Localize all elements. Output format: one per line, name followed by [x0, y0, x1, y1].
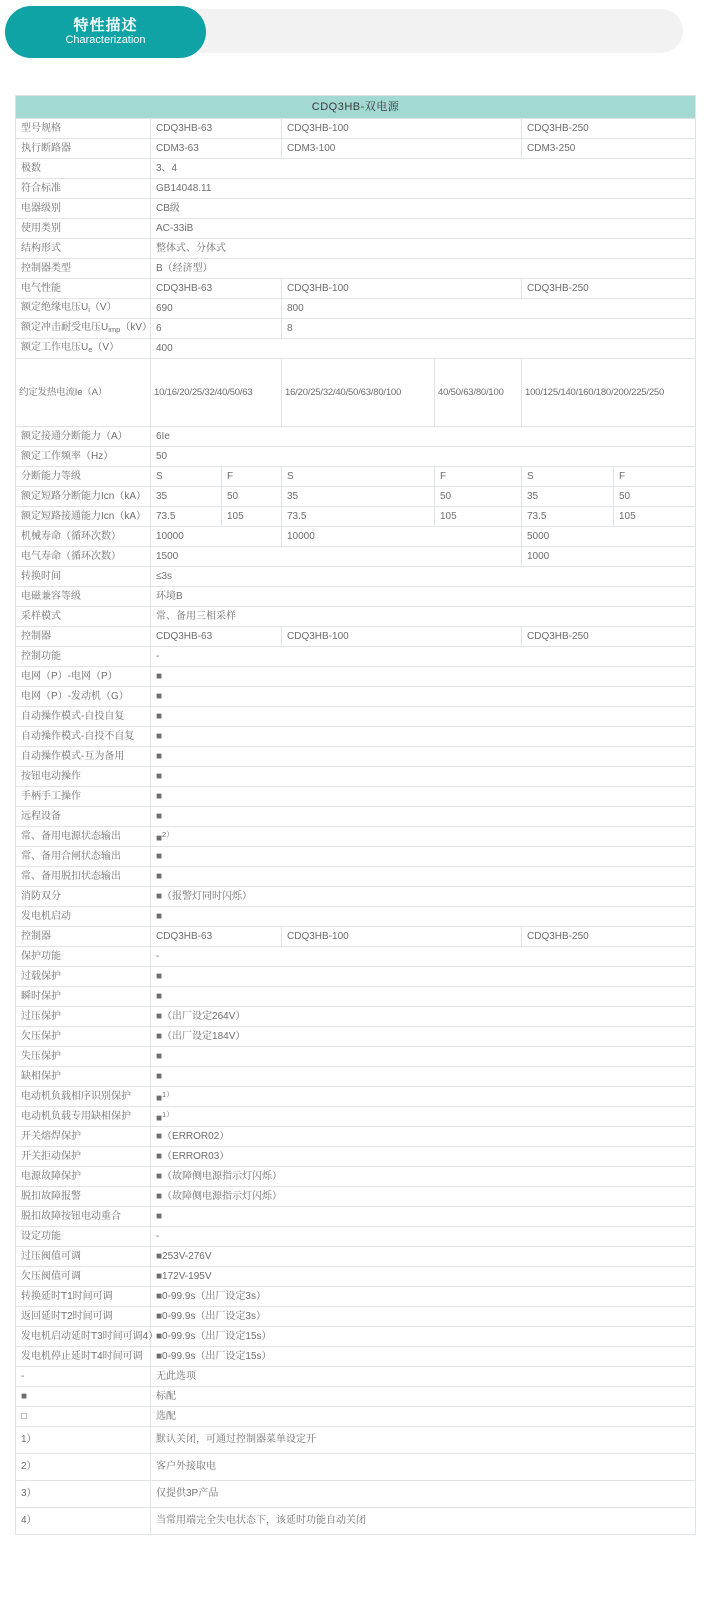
table-row [16, 339, 696, 359]
row-label-cell: 过压阀值可调 [16, 1247, 151, 1267]
row-label-cell: 机械寿命（循环次数） [16, 527, 151, 547]
table-cell: 整体式、分体式 [151, 239, 696, 259]
badge-title: 特性描述 [73, 17, 138, 34]
row-label-cell: 常、备用脱扣状态输出 [16, 867, 151, 887]
table-cell: 400 [151, 339, 696, 359]
row-label-cell: 过载保护 [16, 967, 151, 987]
table-row [16, 467, 696, 487]
row-label-cell: 返回延时T2时间可调 [16, 1307, 151, 1327]
table-cell: 无此选项 [151, 1367, 696, 1387]
row-label-cell: 欠压阀值可调 [16, 1267, 151, 1287]
page-root [0, 5, 709, 1605]
row-label-cell: 额定工作电压$U_e(V)$ [16, 339, 151, 359]
table-cell: 环境B [151, 587, 696, 607]
table-cell: ■ [151, 1207, 696, 1227]
table-row [16, 119, 696, 139]
table-cell: ■ [151, 667, 696, 687]
row-label-cell: 发电机启动 [16, 907, 151, 927]
row-label-cell: 转换延时T1时间可调 [16, 1287, 151, 1307]
table-cell: 105 [222, 507, 282, 527]
row-label-cell: 控制器 [16, 927, 151, 947]
table-row [16, 827, 696, 847]
table-cell: 40/50/63/80/100 [435, 359, 522, 427]
table-cell: 16/20/25/32/40/50/63/80/100 [282, 359, 435, 427]
table-row [16, 447, 696, 467]
table-cell: CDQ3HB-100 [282, 119, 522, 139]
table-row [16, 1454, 696, 1481]
row-label-cell: 控制功能 [16, 647, 151, 667]
row-label-cell: 瞬时保护 [16, 987, 151, 1007]
table-cell: AC-33iB [151, 219, 696, 239]
table-row [16, 547, 696, 567]
table-cell: 690 [151, 299, 282, 319]
table-row [16, 1387, 696, 1407]
table-header: CDQ3HB-双电源 [16, 96, 696, 119]
row-label-cell: 自动操作模式-自投不自复 [16, 727, 151, 747]
table-row [16, 947, 696, 967]
row-label-cell: 电气性能 [16, 279, 151, 299]
row-label-cell: 设定功能 [16, 1227, 151, 1247]
row-label-cell: 转换时间 [16, 567, 151, 587]
table-row [16, 647, 696, 667]
row-label-cell: 发电机启动延时T3时间可调4） [16, 1327, 151, 1347]
table-row [16, 1007, 696, 1027]
table-cell: ■（ERROR03） [151, 1147, 696, 1167]
table-cell: ■ [151, 867, 696, 887]
table-cell: 3、4 [151, 159, 696, 179]
table-cell: GB14048.11 [151, 179, 696, 199]
table-row [16, 1087, 696, 1107]
table-cell: ■（故障侧电源指示灯闪烁） [151, 1187, 696, 1207]
table-cell: ■ [151, 967, 696, 987]
row-label-cell: 采样模式 [16, 607, 151, 627]
table-cell: B（经济型） [151, 259, 696, 279]
table-row [16, 1047, 696, 1067]
table-row [16, 607, 696, 627]
row-label-cell: 额定短路接通能力Icn（kA） [16, 507, 151, 527]
table-body [16, 96, 696, 1535]
table-cell: 73.5 [522, 507, 614, 527]
table-cell: 35 [151, 487, 222, 507]
row-label-cell: 额定冲击耐受电压$U_{imp}(kV)$ [16, 319, 151, 339]
table-cell: ■ [151, 707, 696, 727]
table-cell: ■（ERROR02） [151, 1127, 696, 1147]
table-row [16, 1307, 696, 1327]
row-label-cell: 使用类别 [16, 219, 151, 239]
table-row [16, 687, 696, 707]
table-cell: CDQ3HB-63 [151, 119, 282, 139]
table-row [16, 1187, 696, 1207]
table-cell: 选配 [151, 1407, 696, 1427]
row-label-cell: 控制器 [16, 627, 151, 647]
table-row [16, 159, 696, 179]
row-label-cell: 失压保护 [16, 1047, 151, 1067]
row-label-cell: 额定接通分断能力（A） [16, 427, 151, 447]
table-row [16, 787, 696, 807]
table-cell: ■ [151, 807, 696, 827]
table-cell: 客户外接取电 [151, 1454, 696, 1481]
table-cell: ■253V-276V [151, 1247, 696, 1267]
table-row [16, 1287, 696, 1307]
table-row [16, 219, 696, 239]
table-row [16, 527, 696, 547]
table-cell: 50 [614, 487, 696, 507]
table-row [16, 627, 696, 647]
row-label-cell: 执行断路器 [16, 139, 151, 159]
row-label-cell: 电源故障保护 [16, 1167, 151, 1187]
table-cell: ■0-99.9s（出厂设定15s） [151, 1327, 696, 1347]
table-cell: 5000 [522, 527, 696, 547]
table-cell: - [151, 947, 696, 967]
table-cell: ■（故障侧电源指示灯闪烁） [151, 1167, 696, 1187]
table-cell: ■ [151, 847, 696, 867]
table-row [16, 359, 696, 427]
table-row [16, 1367, 696, 1387]
table-row [16, 1207, 696, 1227]
table-cell: ■ [151, 907, 696, 927]
table-cell: CDQ3HB-100 [282, 927, 522, 947]
table-row [16, 199, 696, 219]
row-label-cell: 过压保护 [16, 1007, 151, 1027]
table-row [16, 139, 696, 159]
table-row [16, 847, 696, 867]
row-label-cell: 结构形式 [16, 239, 151, 259]
table-row [16, 507, 696, 527]
row-label-cell: 电器级别 [16, 199, 151, 219]
row-label-cell: 1） [16, 1427, 151, 1454]
table-cell: F [435, 467, 522, 487]
row-label-cell: 消防双分 [16, 887, 151, 907]
table-row [16, 807, 696, 827]
table-cell: S [151, 467, 222, 487]
table-row [16, 1107, 696, 1127]
row-label-cell: 开关熔焊保护 [16, 1127, 151, 1147]
row-label-cell: 开关拒动保护 [16, 1147, 151, 1167]
table-row [16, 299, 696, 319]
row-label-cell: 分断能力等级 [16, 467, 151, 487]
row-label-cell: 远程设备 [16, 807, 151, 827]
table-row [16, 1327, 696, 1347]
table-row [16, 1227, 696, 1247]
table-cell: ■$^{1)}$ [151, 1087, 696, 1107]
row-label-cell: - [16, 1367, 151, 1387]
table-cell: CDQ3HB-250 [522, 627, 696, 647]
table-cell: CDQ3HB-250 [522, 279, 696, 299]
row-label-cell: 脱扣故障报警 [16, 1187, 151, 1207]
table-row [16, 427, 696, 447]
row-label-cell: 型号规格 [16, 119, 151, 139]
table-row [16, 239, 696, 259]
table-row [16, 707, 696, 727]
table-cell: ■ [151, 747, 696, 767]
table-cell: 6Ie [151, 427, 696, 447]
row-label-cell: 电动机负载专用缺相保护 [16, 1107, 151, 1127]
table-row [16, 1027, 696, 1047]
table-row [16, 727, 696, 747]
table-row [16, 279, 696, 299]
row-label-cell: 约定发热电流Ie（A） [16, 359, 151, 427]
table-cell: S [522, 467, 614, 487]
table-row [16, 1247, 696, 1267]
table-cell: ≤3s [151, 567, 696, 587]
table-cell: CDM3-100 [282, 139, 522, 159]
table-cell: 10000 [151, 527, 282, 547]
row-label-cell: 2） [16, 1454, 151, 1481]
table-cell: 105 [435, 507, 522, 527]
table-cell: ■ [151, 1047, 696, 1067]
table-cell: ■0-99.9s（出厂设定3s） [151, 1287, 696, 1307]
table-cell: 标配 [151, 1387, 696, 1407]
table-cell: 35 [282, 487, 435, 507]
spec-table [15, 95, 696, 1535]
table-cell: 默认关闭，可通过控制器菜单设定开 [151, 1427, 696, 1454]
table-cell: 6 [151, 319, 282, 339]
table-row [16, 1407, 696, 1427]
table-cell: ■ [151, 787, 696, 807]
table-row [16, 967, 696, 987]
table-row [16, 587, 696, 607]
table-cell: 当常用端完全失电状态下，该延时功能自动关闭 [151, 1508, 696, 1535]
table-header-row [16, 96, 696, 119]
table-row [16, 1347, 696, 1367]
table-row [16, 1127, 696, 1147]
table-cell: 1000 [522, 547, 696, 567]
row-label-cell: 额定绝缘电压$U_i(V)$ [16, 299, 151, 319]
spec-table-wrap [15, 95, 709, 1535]
table-cell: 800 [282, 299, 696, 319]
table-cell: - [151, 1227, 696, 1247]
table-cell: ■ [151, 1067, 696, 1087]
table-cell: CDQ3HB-63 [151, 927, 282, 947]
table-row [16, 319, 696, 339]
row-label-cell: 控制器类型 [16, 259, 151, 279]
row-label-cell: 按钮电动操作 [16, 767, 151, 787]
row-label-cell: 脱扣故障按钮电动重合 [16, 1207, 151, 1227]
table-row [16, 767, 696, 787]
row-label-cell: 欠压保护 [16, 1027, 151, 1047]
table-cell: CDM3-250 [522, 139, 696, 159]
row-label-cell: 自动操作模式-互为备用 [16, 747, 151, 767]
table-cell: CB级 [151, 199, 696, 219]
table-row [16, 1067, 696, 1087]
row-label-cell: □ [16, 1407, 151, 1427]
table-cell: CDQ3HB-63 [151, 627, 282, 647]
row-label-cell: 符合标准 [16, 179, 151, 199]
table-cell: 35 [522, 487, 614, 507]
table-cell: ■0-99.9s（出厂设定15s） [151, 1347, 696, 1367]
table-cell: 73.5 [282, 507, 435, 527]
table-cell: F [614, 467, 696, 487]
table-cell: 50 [151, 447, 696, 467]
row-label-cell: 电气寿命（循环次数） [16, 547, 151, 567]
section-badge [5, 6, 206, 58]
table-cell: CDQ3HB-100 [282, 627, 522, 647]
row-label-cell: 额定工作频率（Hz） [16, 447, 151, 467]
table-row [16, 487, 696, 507]
row-label-cell: 电动机负载相序识别保护 [16, 1087, 151, 1107]
table-cell: 仅提供3P产品 [151, 1481, 696, 1508]
table-row [16, 179, 696, 199]
table-row [16, 887, 696, 907]
row-label-cell: 电网（P）-发动机（G） [16, 687, 151, 707]
table-cell: CDQ3HB-100 [282, 279, 522, 299]
table-row [16, 567, 696, 587]
table-row [16, 907, 696, 927]
table-row [16, 1481, 696, 1508]
table-cell: ■ [151, 767, 696, 787]
table-cell: CDQ3HB-250 [522, 927, 696, 947]
table-row [16, 1267, 696, 1287]
table-cell: ■$^{2)}$ [151, 827, 696, 847]
table-cell: 50 [435, 487, 522, 507]
table-cell: ■0-99.9s（出厂设定3s） [151, 1307, 696, 1327]
hero-section [0, 5, 709, 62]
table-cell: S [282, 467, 435, 487]
table-cell: ■（出厂设定264V） [151, 1007, 696, 1027]
row-label-cell: 自动操作模式-自投自复 [16, 707, 151, 727]
table-row [16, 927, 696, 947]
table-row [16, 1147, 696, 1167]
row-label-cell: 电磁兼容等级 [16, 587, 151, 607]
badge-subtitle: Characterization [65, 34, 146, 46]
table-cell: 50 [222, 487, 282, 507]
row-label-cell: 常、备用电源状态输出 [16, 827, 151, 847]
table-cell: ■ [151, 687, 696, 707]
table-row [16, 259, 696, 279]
table-cell: ■ [151, 987, 696, 1007]
table-cell: CDM3-63 [151, 139, 282, 159]
table-cell: 73.5 [151, 507, 222, 527]
row-label-cell: 发电机停止延时T4时间可调 [16, 1347, 151, 1367]
table-cell: ■（出厂设定184V） [151, 1027, 696, 1047]
table-row [16, 1167, 696, 1187]
row-label-cell: 常、备用合闸状态输出 [16, 847, 151, 867]
row-label-cell: 3） [16, 1481, 151, 1508]
table-cell: 常、备用三相采样 [151, 607, 696, 627]
row-label-cell: 缺相保护 [16, 1067, 151, 1087]
table-cell: CDQ3HB-63 [151, 279, 282, 299]
table-cell: ■172V-195V [151, 1267, 696, 1287]
row-label-cell: 额定短路分断能力Icn（kA） [16, 487, 151, 507]
row-label-cell: ■ [16, 1387, 151, 1407]
table-cell: F [222, 467, 282, 487]
table-cell: 105 [614, 507, 696, 527]
table-cell: 10/16/20/25/32/40/50/63 [151, 359, 282, 427]
row-label-cell: 极数 [16, 159, 151, 179]
table-cell: 1500 [151, 547, 522, 567]
row-label-cell: 电网（P）-电网（P） [16, 667, 151, 687]
table-cell: - [151, 647, 696, 667]
row-label-cell: 手柄手工操作 [16, 787, 151, 807]
table-row [16, 987, 696, 1007]
table-cell: 10000 [282, 527, 522, 547]
row-label-cell: 保护功能 [16, 947, 151, 967]
table-row [16, 1427, 696, 1454]
table-row [16, 1508, 696, 1535]
table-row [16, 667, 696, 687]
table-cell: ■ [151, 727, 696, 747]
table-cell: CDQ3HB-250 [522, 119, 696, 139]
table-row [16, 747, 696, 767]
table-row [16, 867, 696, 887]
table-cell: 8 [282, 319, 696, 339]
table-cell: ■（报警灯同时闪烁） [151, 887, 696, 907]
table-cell: ■$^{1)}$ [151, 1107, 696, 1127]
table-cell: 100/125/140/160/180/200/225/250 [522, 359, 696, 427]
row-label-cell: 4） [16, 1508, 151, 1535]
